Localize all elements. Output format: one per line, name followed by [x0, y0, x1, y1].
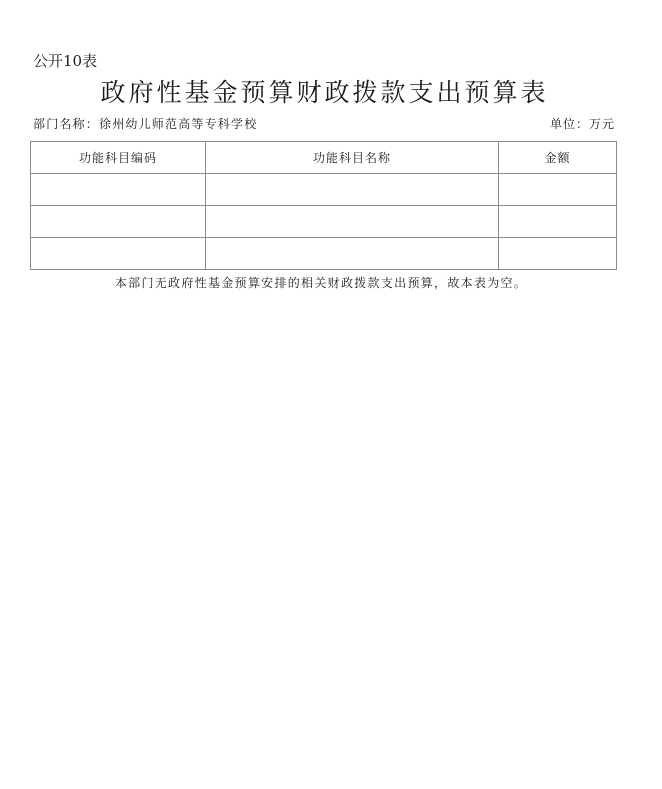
header-amount: 金额 [499, 142, 617, 174]
empty-table-note: 本部门无政府性基金预算安排的相关财政拨款支出预算，故本表为空。 [114, 276, 528, 290]
cell-amount [499, 206, 617, 238]
cell-function-name [206, 238, 499, 270]
cell-function-code [31, 238, 206, 270]
table-row [31, 238, 617, 270]
budget-table [30, 141, 617, 270]
table-header-row [31, 142, 617, 174]
cell-function-code [31, 174, 206, 206]
cell-amount [499, 238, 617, 270]
header-function-name: 功能科目名称 [206, 142, 499, 174]
table-row [31, 206, 617, 238]
header-function-code: 功能科目编码 [31, 142, 206, 174]
table-row [31, 174, 617, 206]
cell-function-code [31, 206, 206, 238]
page-title: 政府性基金预算财政拨款支出预算表 [100, 78, 549, 107]
cell-amount [499, 174, 617, 206]
department-name: 部门名称：徐州幼儿师范高等专科学校 [33, 117, 258, 131]
unit-label: 单位：万元 [549, 117, 615, 131]
cell-function-name [206, 174, 499, 206]
form-number: 公开10表 [33, 52, 98, 70]
cell-function-name [206, 206, 499, 238]
